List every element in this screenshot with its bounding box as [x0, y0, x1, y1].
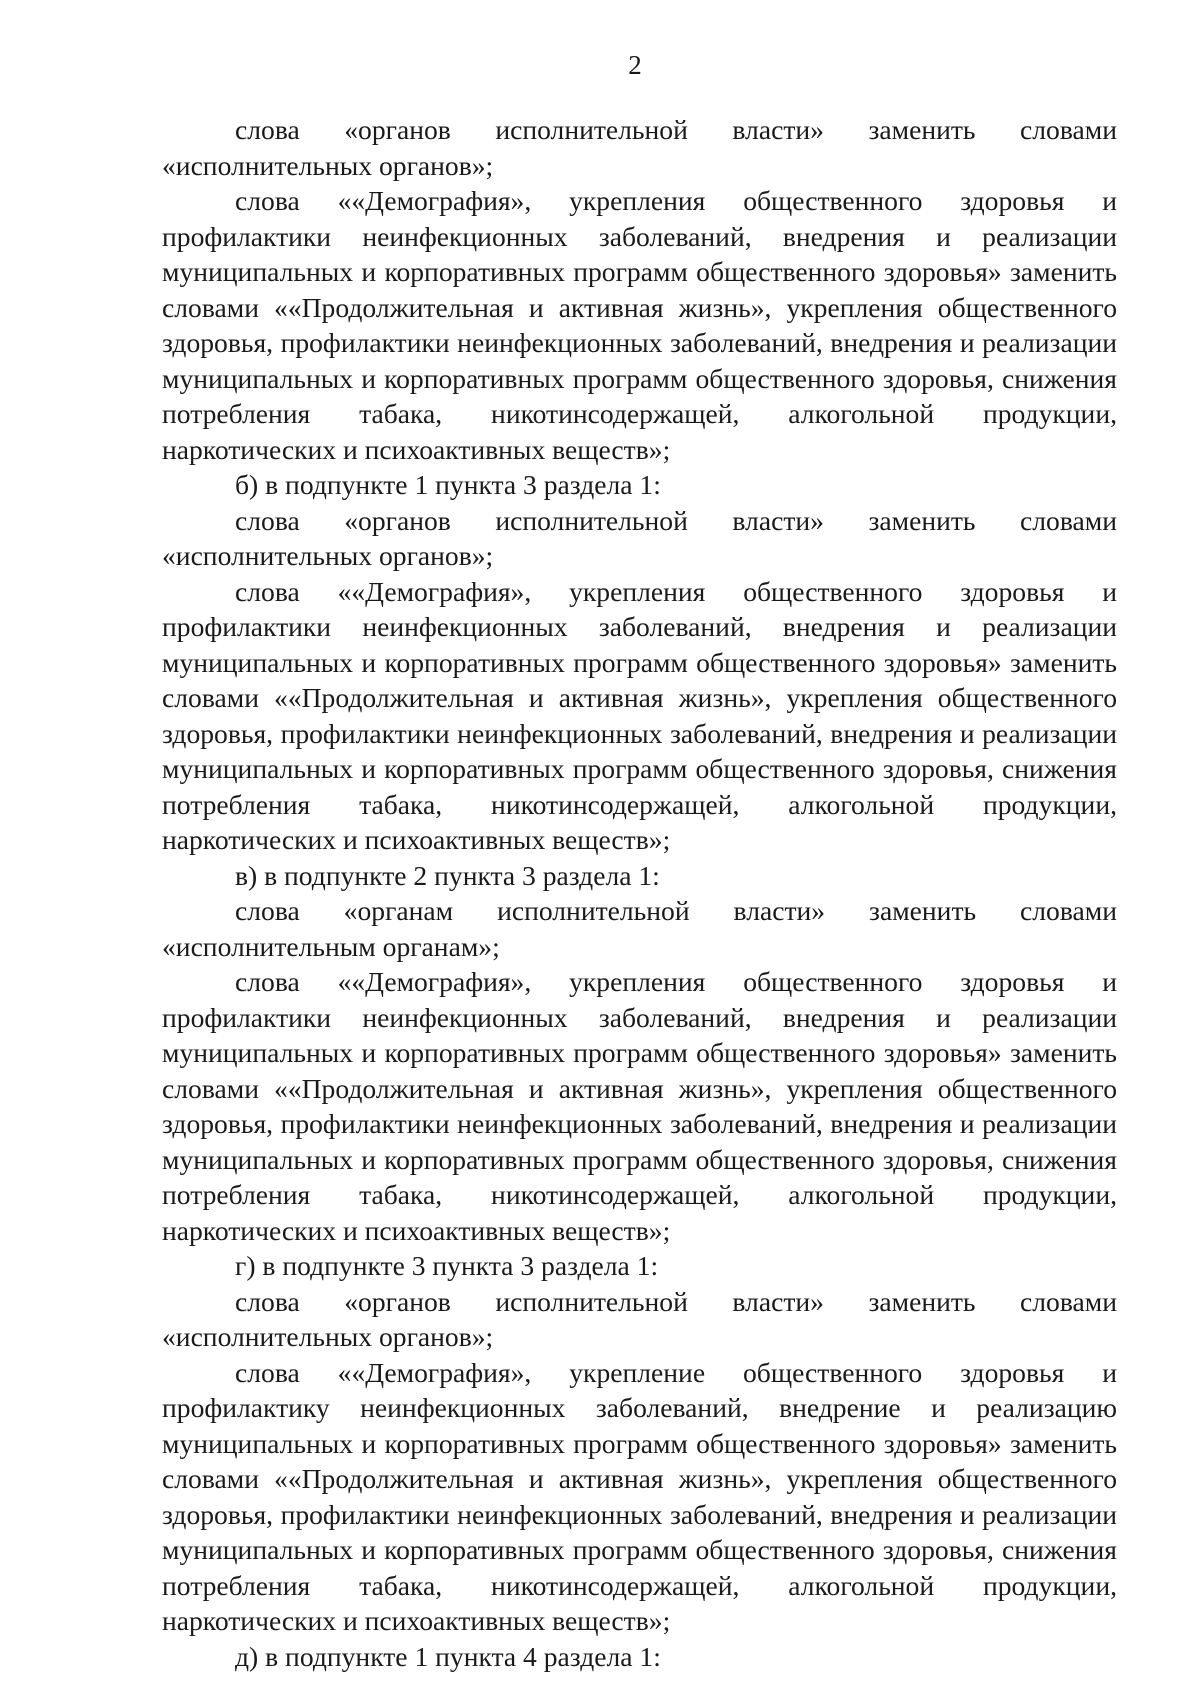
- paragraph-9: г) в подпункте 3 пункта 3 раздела 1:: [235, 1250, 659, 1281]
- paragraph-8: слова ««Демография», укрепления общественного здоровья и профилактики неинфекционных заболеваний, внедрения и реализации муниципальных и корпоративных программ общественного здоровья» заменить словами ««Продолжительная и активная жизнь», укрепления общественного здоровья, профилактики неинфекционных заболеваний, внедрения и реализации муниципальных и корпоративных программ общественного здоровья, снижения потребления табака, никотинсодержащей, алкогольной продукции, наркотических и психоактивных веществ»;: [162, 966, 1117, 1246]
- paragraph-6: в) в подпункте 2 пункта 3 раздела 1:: [235, 859, 660, 891]
- paragraph-10: слова «органов исполнительной власти» заменить словами «исполнительных органов»;: [162, 1285, 1117, 1352]
- paragraph-1: слова «органов исполнительной власти» заменить словами «исполнительных органов»;: [162, 114, 1117, 181]
- paragraph-2: слова ««Демография», укрепления общественного здоровья и профилактики неинфекционных заболеваний, внедрения и реализации муниципальных и корпоративных программ общественного здоровья» заменить словами ««Продолжительная и активная жизнь», укрепления общественного здоровья, профилактики неинфекционных заболеваний, внедрения и реализации муниципальных и корпоративных программ общественного здоровья, снижения потребления табака, никотинсодержащей, алкогольной продукции, наркотических и психоактивных веществ»;: [162, 185, 1117, 465]
- paragraph-7: слова «органам исполнительной власти» заменить словами «исполнительным органам»;: [162, 895, 1117, 962]
- paragraph-3: б) в подпункте 1 пункта 3 раздела 1:: [235, 469, 661, 500]
- paragraph-5: слова ««Демография», укрепления общественного здоровья и профилактики неинфекционных заболеваний, внедрения и реализации муниципальных и корпоративных программ общественного здоровья» заменить словами ««Продолжительная и активная жизнь», укрепления общественного здоровья, профилактики неинфекционных заболеваний, внедрения и реализации муниципальных и корпоративных программ общественного здоровья, снижения потребления табака, никотинсодержащей, алкогольной продукции, наркотических и психоактивных веществ»;: [162, 575, 1117, 855]
- paragraph-12: д) в подпункте 1 пункта 4 раздела 1:: [235, 1640, 661, 1672]
- paragraph-11: слова ««Демография», укрепление общественного здоровья и профилактику неинфекционных заболеваний, внедрение и реализацию муниципальных и корпоративных программ общественного здоровья» заменить словами ««Продолжительная и активная жизнь», укрепления общественного здоровья, профилактики неинфекционных заболеваний, внедрения и реализации муниципальных и корпоративных программ общественного здоровья, снижения потребления табака, никотинсодержащей, алкогольной продукции, наркотических и психоактивных веществ»;: [162, 1356, 1117, 1636]
- paragraph-4: слова «органов исполнительной власти» заменить словами «исполнительных органов»;: [162, 504, 1117, 571]
- page-number: 2: [628, 50, 642, 80]
- document-body: [162, 112, 1117, 1674]
